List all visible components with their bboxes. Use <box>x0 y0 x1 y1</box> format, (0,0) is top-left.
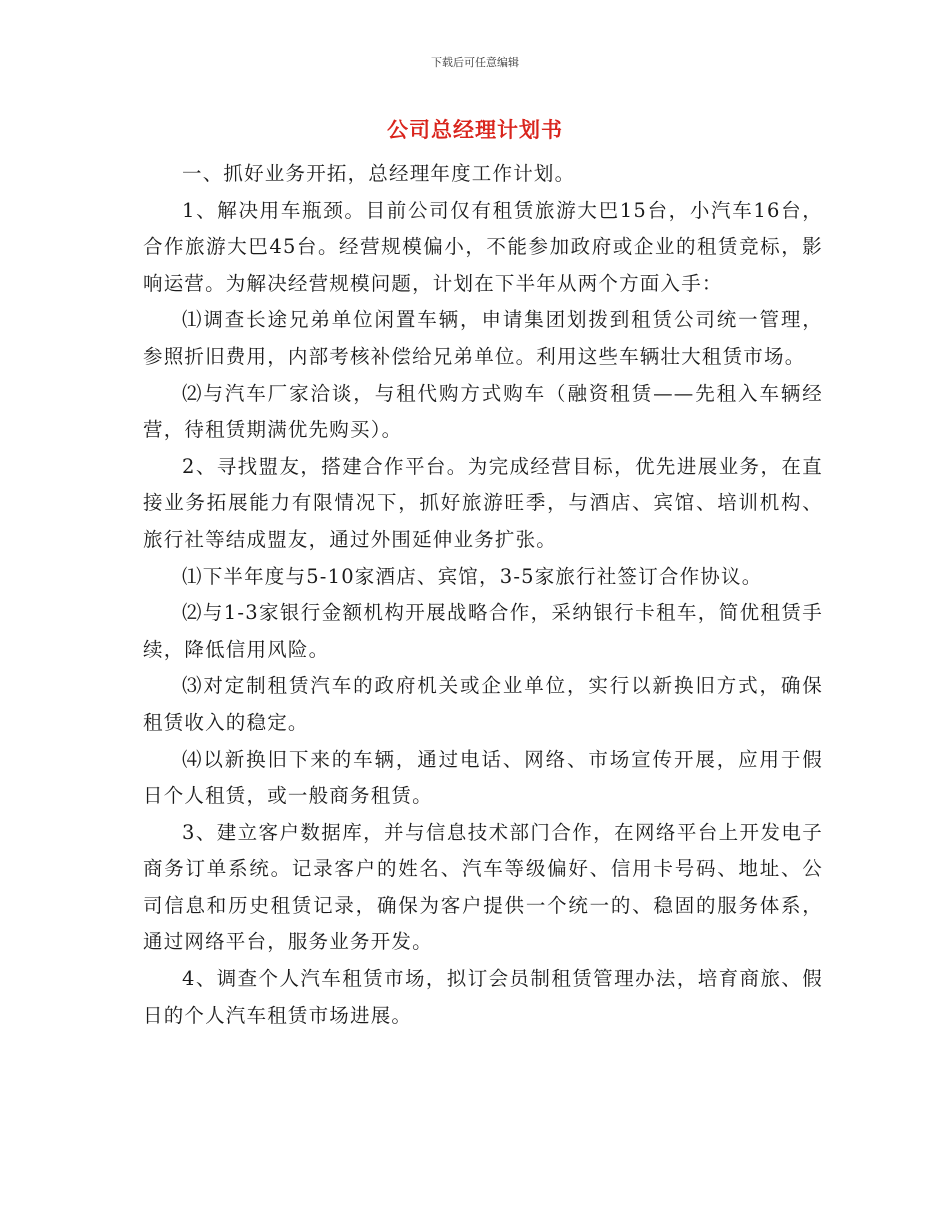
paragraph-item-2-sub-3: ⑶对定制租赁汽车的政府机关或企业单位，实行以新换旧方式，确保租赁收入的稳定。 <box>143 674 823 734</box>
header-note: 下载后可任意编辑 <box>431 56 519 69</box>
paragraph-section-1-heading: 一、抓好业务开拓，总经理年度工作计划。 <box>182 162 576 185</box>
paragraph-item-2-sub-4: ⑷以新换旧下来的车辆，通过电话、网络、市场宣传开展，应用于假日个人租赁，或一般商务租赁。 <box>143 747 823 808</box>
paragraph-item-1: 1、解决用车瓶颈。目前公司仅有租赁旅游大巴15台，小汽车16台，合作旅游大巴45台。经营规模偏小，不能参加政府或企业的租赁竞标，影响运营。为解决经营规模问题，计划在下半年从两个方面入手： <box>143 198 823 295</box>
document-title: 公司总经理计划书 <box>387 117 563 142</box>
paragraph-item-1-sub-2: ⑵与汽车厂家洽谈，与租代购方式购车（融资租赁——先租入车辆经营，待租赁期满优先购买）。 <box>143 381 823 442</box>
paragraph-item-2-sub-2: ⑵与1-3家银行金额机构开展战略合作，采纳银行卡租车，简优租赁手续，降低信用风险。 <box>143 601 823 661</box>
document-body <box>143 156 823 1034</box>
paragraph-item-3: 3、建立客户数据库，并与信息技术部门合作，在网络平台上开发电子商务订单系统。记录客户的姓名、汽车等级偏好、信用卡号码、地址、公司信息和历史租赁记录，确保为客户提供一个统一的、稳固的服务体系，通过网络平台，服务业务开发。 <box>143 820 823 954</box>
paragraph-item-2-sub-1: ⑴下半年度与5-10家酒店、宾馆，3-5家旅行社签订合作协议。 <box>182 564 763 588</box>
paragraph-item-1-sub-1: ⑴调查长途兄弟单位闲置车辆，申请集团划拨到租赁公司统一管理，参照折旧费用，内部考核补偿给兄弟单位。利用这些车辆壮大租赁市场。 <box>143 308 823 368</box>
paragraph-item-4: 4、调查个人汽车租赁市场，拟订会员制租赁管理办法，培育商旅、假日的个人汽车租赁市场进展。 <box>143 967 823 1027</box>
paragraph-item-2: 2、寻找盟友，搭建合作平台。为完成经营目标，优先进展业务，在直接业务拓展能力有限情况下，抓好旅游旺季，与酒店、宾馆、培训机构、旅行社等结成盟友，通过外围延伸业务扩张。 <box>143 454 823 551</box>
